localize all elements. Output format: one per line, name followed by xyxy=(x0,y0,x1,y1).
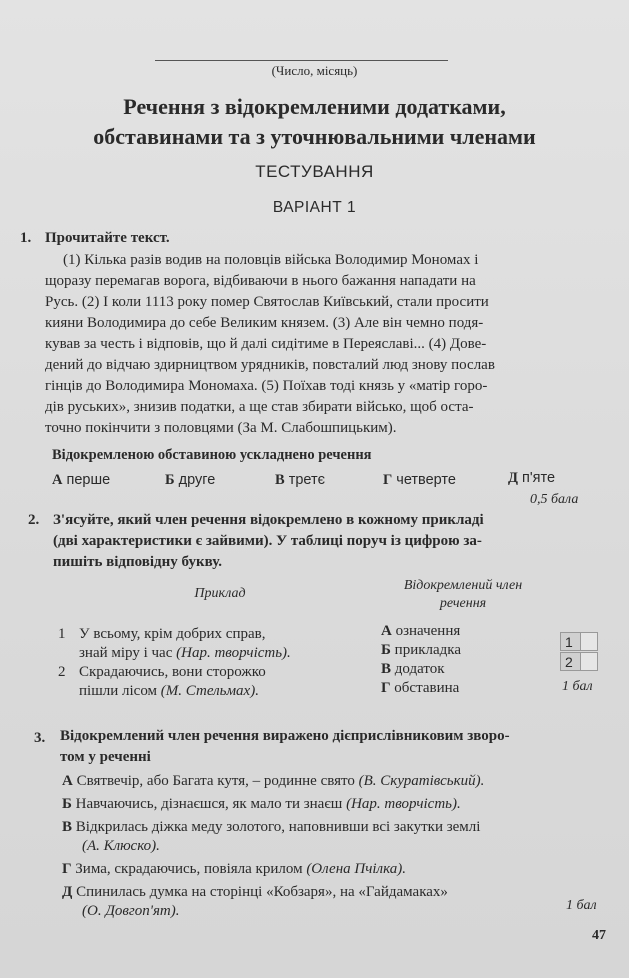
date-label: (Число, місяць) xyxy=(271,63,358,78)
q2-answer-cell-2[interactable] xyxy=(580,652,598,671)
date-underline xyxy=(155,60,448,61)
q1-text-line: гінців до Володимира Мономаха. (5) Поїхав тоді князь у «матір горо- xyxy=(45,378,488,394)
q3-option-v-source: (А. Клюско). xyxy=(82,838,160,854)
q1-option-g[interactable]: Г четверте xyxy=(383,472,456,488)
q1-question: Відокремленою обставиною ускладнено речення xyxy=(52,447,372,463)
q3-prompt-line: Відокремлений член речення виражено дієприслівниковим зворо- xyxy=(60,728,510,744)
q2-header-example: Приклад xyxy=(194,586,246,601)
q1-score: 0,5 бала xyxy=(530,492,579,507)
q2-score: 1 бал xyxy=(562,679,593,694)
q1-number: 1. xyxy=(20,230,32,246)
q3-option-v[interactable]: В Відкрилась діжка меду золотого, наповнивши всі закутки землі xyxy=(62,819,481,835)
q1-option-b[interactable]: Б друге xyxy=(165,472,216,488)
q3-prompt-line: том у реченні xyxy=(60,749,151,765)
q1-text-line: (1) Кілька разів водив на половців війська Володимир Мономах і xyxy=(63,252,479,268)
q3-option-a[interactable]: А Святвечір, або Багата кутя, – родинне свято (В. Скуратівський). xyxy=(62,773,485,789)
title-line-2: обставинами та з уточнювальними членами xyxy=(93,124,536,149)
q2-prompt-line: З'ясуйте, який член речення відокремлено в кожному прикладі xyxy=(53,512,484,528)
q3-option-d[interactable]: Д Спинилась думка на сторінці «Кобзаря», на «Гайдамаках» xyxy=(62,884,448,900)
q1-text-line: дів руських», знизив податки, а ще став збирати військо, щоб оста- xyxy=(45,399,474,415)
q2-example-2-line1: Скрадаючись, вони сторожко xyxy=(79,664,266,680)
q2-example-2-line2: пішли лісом (М. Стельмах). xyxy=(79,683,259,699)
q2-answer-cell-1[interactable] xyxy=(580,632,598,651)
q1-option-d[interactable]: Д п'яте xyxy=(508,470,556,486)
q2-header-member: Відокремлений член xyxy=(403,578,523,593)
q2-member-g: Г обставина xyxy=(381,680,460,696)
q2-prompt-line: (дві характеристики є зайвими). У таблиці поруч із цифрою за- xyxy=(53,533,482,549)
q1-text-line: кияни Володимира до себе Великим князем. (3) Але він чемно подя- xyxy=(45,315,484,331)
variant-title: ВАРІАНТ 1 xyxy=(272,199,357,216)
q2-answer-row-1: 1 xyxy=(560,632,592,651)
q1-text-line: точно покінчити з половцями (За М. Слабошпицьким). xyxy=(45,420,397,436)
q1-prompt: Прочитайте текст. xyxy=(45,230,170,246)
q2-number: 2. xyxy=(28,512,40,528)
q2-header-member-2: речення xyxy=(439,596,487,611)
q1-text-line: щоразу перемагав ворога, відбиваючи в нього бажання нападати на xyxy=(45,273,476,289)
section-title: ТЕСТУВАННЯ xyxy=(255,162,374,181)
q1-text-line: дений до відчаю здирництвом урядників, повсталий люд знову послав xyxy=(45,357,495,373)
q3-option-b[interactable]: Б Навчаючись, дізнаєшся, як мало ти знаєш (Нар. творчість). xyxy=(62,796,461,812)
q3-option-g[interactable]: Г Зима, скрадаючись, повіяла крилом (Олена Пчілка). xyxy=(62,861,406,877)
q1-text-line: Русь. (2) І коли 1113 року помер Святослав Київський, стали просити xyxy=(45,294,489,310)
q2-answer-row-2: 2 xyxy=(560,652,592,671)
q3-option-d-source: (О. Довгоп'ят). xyxy=(82,903,180,919)
page-number: 47 xyxy=(592,928,606,943)
q3-number: 3. xyxy=(34,730,46,746)
q2-example-1-line2: знай міру і час (Нар. творчість). xyxy=(79,645,291,661)
q2-example-2-num: 2 xyxy=(58,664,66,680)
q2-prompt-line: пишіть відповідну букву. xyxy=(53,554,222,570)
title-line-1: Речення з відокремленими додатками, xyxy=(123,94,506,119)
q1-option-a[interactable]: А перше xyxy=(52,472,111,488)
q2-example-1-num: 1 xyxy=(58,626,66,642)
q3-score: 1 бал xyxy=(566,898,597,913)
q1-option-v[interactable]: В третє xyxy=(275,472,326,488)
q2-member-a: А означення xyxy=(381,623,461,639)
q2-example-1-line1: У всьому, крім добрих справ, xyxy=(79,626,266,642)
q2-member-v: В додаток xyxy=(381,661,445,677)
q1-text-line: кував за честь і відповів, що й далі сидітиме в Переяславі... (4) Дове- xyxy=(45,336,487,352)
q2-member-b: Б прикладка xyxy=(381,642,462,658)
